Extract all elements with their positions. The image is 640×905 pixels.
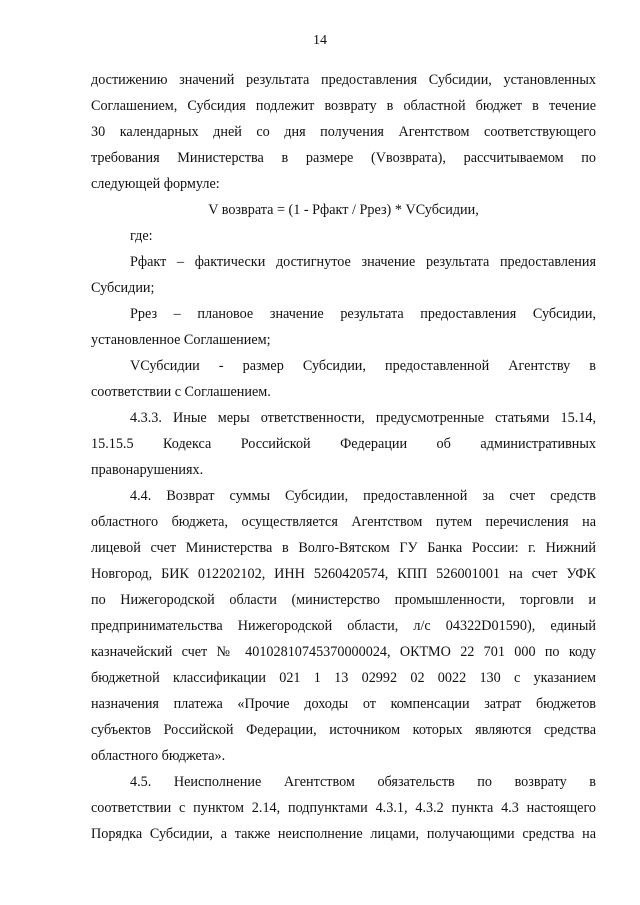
text-line: 15.15.5 Кодекса Российской Федерации об административных — [91, 436, 596, 452]
text-line: субъектов Российской Федерации, источником которых являются средства — [91, 722, 596, 738]
text-line: по Нижегородской области (министерство промышленности, торговли и — [91, 592, 596, 608]
text-line: правонарушениях. — [91, 462, 204, 478]
paragraph-start: 4.5. Неисполнение Агентством обязательств по возврату в — [130, 774, 596, 790]
text-line: достижению значений результата предоставления Субсидии, установленных — [91, 72, 596, 88]
page-number: 14 — [313, 33, 327, 48]
text-line: установленное Соглашением; — [91, 332, 271, 348]
text-line: Новгород, БИК 012202102, ИНН 5260420574, КПП 526001001 на счет УФК — [91, 566, 596, 582]
text-line: бюджетной классификации 021 1 13 02992 02 0022 130 с указанием — [91, 670, 596, 686]
text-line: лицевой счет Министерства в Волго-Вятском ГУ Банка России: г. Нижний — [91, 540, 596, 556]
definition-line: VСубсидии - размер Субсидии, предоставленной Агентству в — [130, 358, 596, 374]
text-line: казначейский счет № 40102810745370000024, ОКТМО 22 701 000 по коду — [91, 644, 596, 660]
text-line: предпринимательства Нижегородской области, л/с 04322D01590), единый — [91, 618, 596, 634]
text-line: областного бюджета». — [91, 748, 226, 764]
text-line: Порядка Субсидии, а также неисполнение лицами, получающими средства на — [91, 826, 596, 842]
text-line: 30 календарных дней со дня получения Агентством соответствующего — [91, 124, 596, 140]
text-line: Субсидии; — [91, 280, 155, 296]
text-line: следующей формуле: — [91, 176, 220, 192]
paragraph-start: 4.3.3. Иные меры ответственности, предусмотренные статьями 15.14, — [130, 410, 596, 426]
text-line: требования Министерства в размере (Vвозврата), рассчитываемом по — [91, 150, 596, 166]
formula: V возврата = (1 - Рфакт / Ррез) * VСубсидии, — [208, 202, 479, 218]
definition-line: Ррез – плановое значение результата предоставления Субсидии, — [130, 306, 596, 322]
text-line: областного бюджета, осуществляется Агентством путем перечисления на — [91, 514, 596, 530]
text-line: где: — [130, 228, 153, 244]
text-line: соответствии с пунктом 2.14, подпунктами 4.3.1, 4.3.2 пункта 4.3 настоящего — [91, 800, 596, 816]
definition-line: Рфакт – фактически достигнутое значение результата предоставления — [130, 254, 596, 270]
text-line: Соглашением, Субсидия подлежит возврату в областной бюджет в течение — [91, 98, 596, 114]
paragraph-start: 4.4. Возврат суммы Субсидии, предоставленной за счет средств — [130, 488, 596, 504]
text-line: соответствии с Соглашением. — [91, 384, 271, 400]
text-line: назначения платежа «Прочие доходы от компенсации затрат бюджетов — [91, 696, 596, 712]
